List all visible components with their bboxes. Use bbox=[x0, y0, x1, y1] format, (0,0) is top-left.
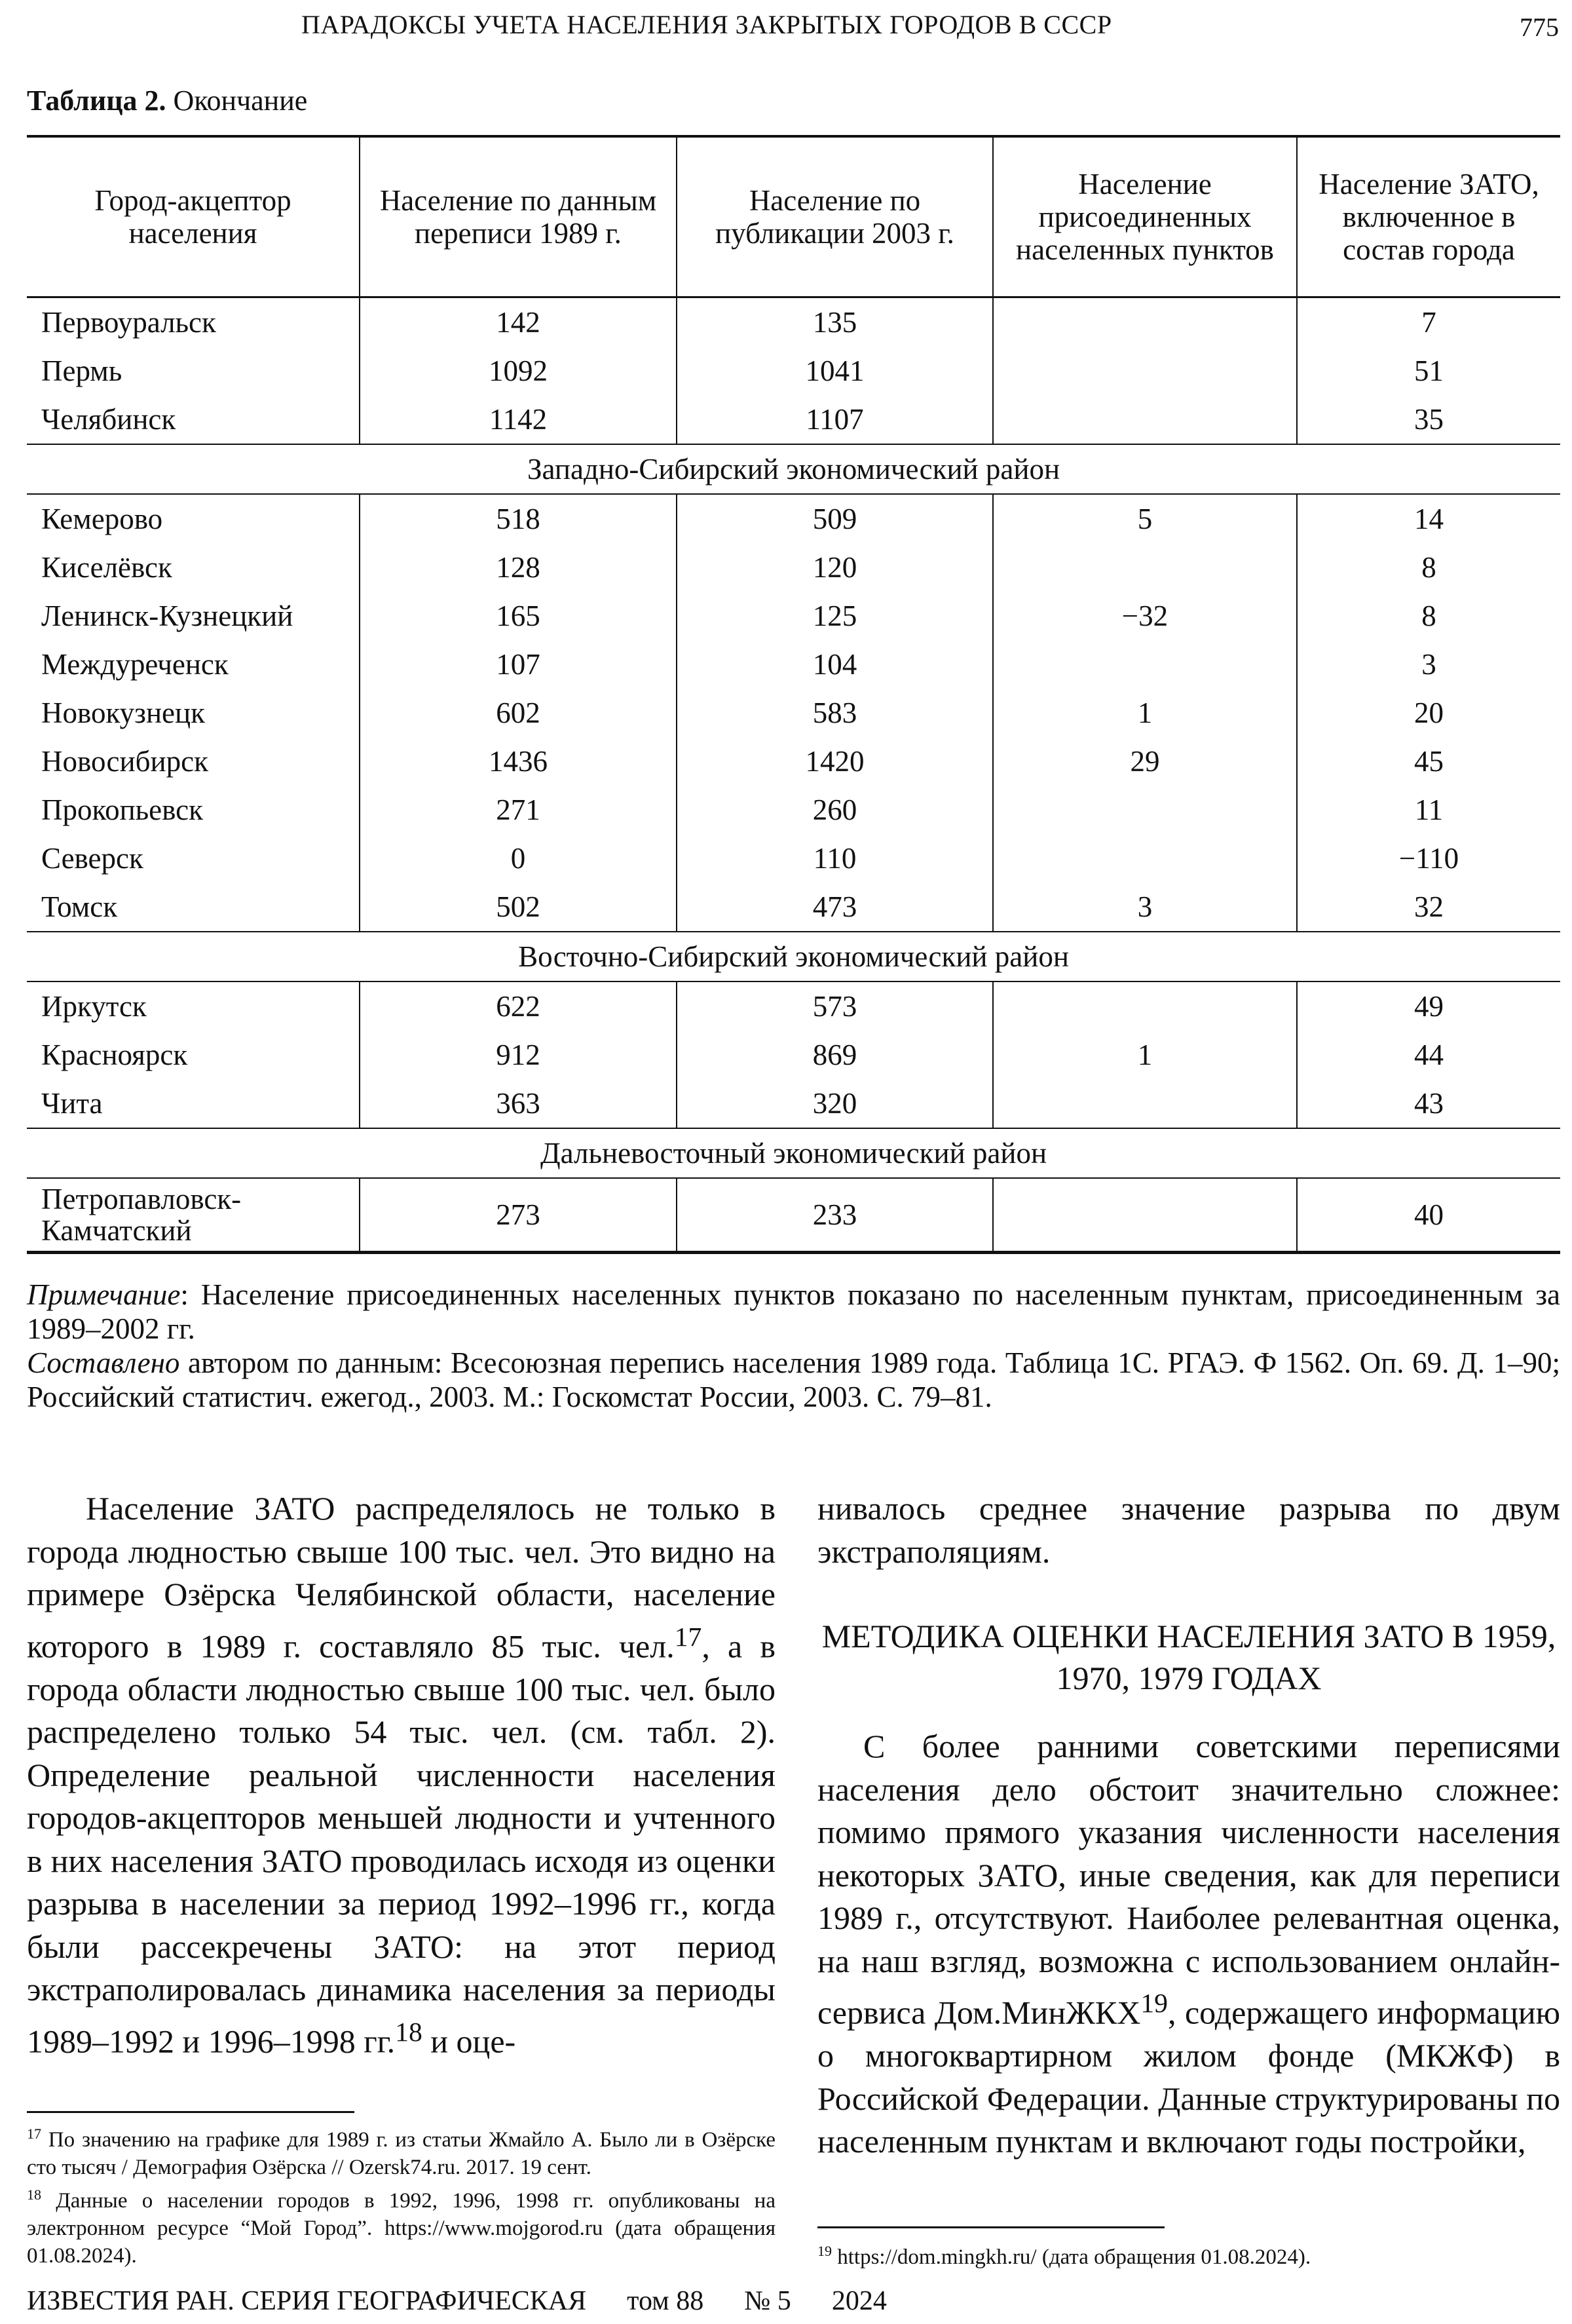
footnote-text[interactable]: https://dom.mingkh.ru/ (дата обращения 01.08.2024). bbox=[832, 2245, 1311, 2269]
note-text: : Население присоединенных населенных пунктов показано по населенным пунктам, присоединенным за 1989–2002 гг. bbox=[27, 1278, 1560, 1345]
section-heading: МЕТОДИКА ОЦЕНКИ НАСЕЛЕНИЯ ЗАТО В 1959, 1970, 1979 ГОДАХ bbox=[821, 1618, 1556, 1696]
column-header: Город-акцептор населения bbox=[27, 136, 360, 297]
footnotes-right bbox=[817, 2238, 1560, 2271]
column-header: Население по данным переписи 1989 г. bbox=[360, 136, 677, 297]
value-cell: 142 bbox=[360, 297, 677, 347]
footnote-divider bbox=[27, 2111, 354, 2113]
body-paragraph-continuation: нивалось среднее значение разрыва по двум экстраполяциям. bbox=[817, 1490, 1560, 1570]
table-row bbox=[27, 689, 1560, 737]
table-row bbox=[27, 347, 1560, 395]
paragraph-text: С более ранними советскими переписями населения дело обстоит значительно сложнее: помимо прямого указания численности населения некоторых ЗАТО, иные сведения, как для переписи 1989 г., отсутствуют. Наиболее релевантная оценка, на наш взгляд, возможна с использованием онлайн-сервиса Дом.МинЖКХ bbox=[817, 1728, 1560, 2031]
value-cell: 14 bbox=[1297, 494, 1560, 543]
footnote-ref-17[interactable]: 17 bbox=[674, 1622, 702, 1652]
value-cell: −110 bbox=[1297, 834, 1560, 883]
value-cell: 1142 bbox=[360, 395, 677, 444]
table-row bbox=[27, 834, 1560, 883]
footnote-19 bbox=[817, 2238, 1560, 2271]
value-cell: −32 bbox=[993, 592, 1297, 640]
table-row bbox=[27, 786, 1560, 834]
value-cell: 518 bbox=[360, 494, 677, 543]
footnote-number: 18 bbox=[27, 2186, 41, 2203]
value-cell: 869 bbox=[677, 1031, 993, 1079]
table-row bbox=[27, 1031, 1560, 1079]
footnotes-left bbox=[27, 2120, 776, 2270]
source-label: Составлено bbox=[27, 1346, 180, 1379]
journal-year: 2024 bbox=[831, 2286, 887, 2316]
table-row bbox=[27, 640, 1560, 689]
region-row bbox=[27, 1128, 1560, 1178]
footnote-number: 19 bbox=[817, 2243, 832, 2259]
city-name-cell: Челябинск bbox=[41, 403, 176, 436]
value-cell: 912 bbox=[360, 1031, 677, 1079]
value-cell: 8 bbox=[1297, 543, 1560, 592]
city-name-cell: Междуреченск bbox=[41, 648, 229, 681]
city-name-cell: Новосибирск bbox=[41, 745, 208, 778]
value-cell: 8 bbox=[1297, 592, 1560, 640]
value-cell: 35 bbox=[1297, 395, 1560, 444]
table-row bbox=[27, 297, 1560, 347]
note-label: Примечание bbox=[27, 1278, 181, 1311]
value-cell: 107 bbox=[360, 640, 677, 689]
value-cell: 0 bbox=[360, 834, 677, 883]
journal-name: ИЗВЕСТИЯ РАН. СЕРИЯ ГЕОГРАФИЧЕСКАЯ bbox=[27, 2286, 587, 2316]
value-cell: 583 bbox=[677, 689, 993, 737]
value-cell: 29 bbox=[993, 737, 1297, 786]
table-caption-text: Окончание bbox=[166, 85, 308, 117]
footnote-ref-19[interactable]: 19 bbox=[1140, 1989, 1168, 2019]
table-row bbox=[27, 592, 1560, 640]
footnote-number: 17 bbox=[27, 2125, 41, 2142]
value-cell: 120 bbox=[677, 543, 993, 592]
region-row bbox=[27, 444, 1560, 494]
page-number: 775 bbox=[1520, 12, 1559, 42]
value-cell: 1436 bbox=[360, 737, 677, 786]
value-cell: 1041 bbox=[677, 347, 993, 395]
right-column bbox=[817, 1487, 1560, 2163]
city-name-cell: Пермь bbox=[41, 354, 122, 387]
table-row bbox=[27, 1079, 1560, 1128]
value-cell bbox=[993, 834, 1297, 883]
value-cell: 45 bbox=[1297, 737, 1560, 786]
footnote-divider bbox=[817, 2226, 1165, 2228]
city-name-cell: Новокузнецк bbox=[41, 696, 205, 729]
value-cell bbox=[993, 1178, 1297, 1253]
value-cell: 1092 bbox=[360, 347, 677, 395]
value-cell bbox=[993, 347, 1297, 395]
table-note bbox=[27, 1278, 1560, 1346]
city-name-cell: Ленинск-Кузнецкий bbox=[41, 600, 293, 632]
table-header-row bbox=[27, 136, 1560, 297]
value-cell bbox=[993, 786, 1297, 834]
table-row bbox=[27, 395, 1560, 444]
page-footer bbox=[27, 2285, 927, 2317]
value-cell: 49 bbox=[1297, 981, 1560, 1031]
region-row bbox=[27, 932, 1560, 981]
value-cell: 43 bbox=[1297, 1079, 1560, 1128]
city-name-cell: Петропавловск-Камчатский bbox=[27, 1178, 360, 1253]
table-source bbox=[27, 1346, 1560, 1414]
value-cell: 573 bbox=[677, 981, 993, 1031]
value-cell: 1107 bbox=[677, 395, 993, 444]
value-cell bbox=[993, 395, 1297, 444]
footnote-17 bbox=[27, 2120, 776, 2181]
column-header: Население ЗАТО, включенное в состав города bbox=[1297, 136, 1560, 297]
table-row bbox=[27, 737, 1560, 786]
value-cell bbox=[993, 981, 1297, 1031]
city-name-cell: Кемерово bbox=[41, 503, 163, 535]
table-row bbox=[27, 543, 1560, 592]
value-cell bbox=[993, 543, 1297, 592]
journal-issue: № 5 bbox=[744, 2286, 791, 2316]
value-cell: 125 bbox=[677, 592, 993, 640]
running-title: ПАРАДОКСЫ УЧЕТА НАСЕЛЕНИЯ ЗАКРЫТЫХ ГОРОДОВ В СССР bbox=[301, 10, 1112, 39]
value-cell bbox=[993, 640, 1297, 689]
city-name-cell: Чита bbox=[41, 1087, 103, 1120]
value-cell bbox=[993, 1079, 1297, 1128]
footnote-ref-18[interactable]: 18 bbox=[395, 2017, 422, 2048]
paragraph-text: , содержащего информацию о многоквартирном жилом фонде (МКЖФ) в Российской Федерации. Данные структурированы по населенным пунктам и включают годы постройки, bbox=[817, 1994, 1560, 2160]
city-name-cell: Первоуральск bbox=[41, 306, 216, 339]
value-cell: 233 bbox=[677, 1178, 993, 1253]
body-paragraph bbox=[817, 1725, 1560, 2163]
value-cell: 165 bbox=[360, 592, 677, 640]
region-label: Восточно-Сибирский экономический район bbox=[27, 932, 1560, 981]
value-cell: 20 bbox=[1297, 689, 1560, 737]
value-cell: 260 bbox=[677, 786, 993, 834]
column-header: Население по публикации 2003 г. bbox=[677, 136, 993, 297]
paragraph-text: , а в города области людностью свыше 100 тыс. чел. было распределено только 54 тыс. чел. (см. табл. 2). Определение реальной численности населения городов-акцепторов меньшей людности и учтенного в них населения ЗАТО проводилась исходя из оценки разрыва в населении за период 1992–1996 гг., когда были рассекречены ЗАТО: на этот период экстраполировалась динамика населения за периоды 1989–1992 и 1996–1998 гг. bbox=[27, 1628, 776, 2060]
paragraph-text: Население ЗАТО распределялось не только в города людностью свыше 100 тыс. чел. Это видно на примере Озёрска Челябинской области, население которого в 1989 г. составляло 85 тыс. чел. bbox=[27, 1490, 776, 1665]
value-cell: 1420 bbox=[677, 737, 993, 786]
value-cell: 11 bbox=[1297, 786, 1560, 834]
value-cell: 51 bbox=[1297, 347, 1560, 395]
city-name-cell: Прокопьевск bbox=[41, 793, 203, 826]
value-cell: 363 bbox=[360, 1079, 677, 1128]
value-cell: 110 bbox=[677, 834, 993, 883]
table-caption bbox=[27, 84, 307, 117]
value-cell: 273 bbox=[360, 1178, 677, 1253]
value-cell: 271 bbox=[360, 786, 677, 834]
value-cell: 622 bbox=[360, 981, 677, 1031]
value-cell: 602 bbox=[360, 689, 677, 737]
region-label: Дальневосточный экономический район bbox=[27, 1128, 1560, 1178]
value-cell: 32 bbox=[1297, 883, 1560, 932]
city-name-cell: Томск bbox=[41, 890, 118, 923]
value-cell: 5 bbox=[993, 494, 1297, 543]
value-cell bbox=[993, 297, 1297, 347]
footnote-text: По значению на графике для 1989 г. из статьи Жмайло А. Было ли в Озёрске сто тысяч / Демография Озёрска // Ozersk74.ru. 2017. 19 сент. bbox=[27, 2128, 776, 2179]
value-cell: 128 bbox=[360, 543, 677, 592]
journal-volume: том 88 bbox=[627, 2286, 704, 2316]
column-header: Население присоединенных населенных пунктов bbox=[993, 136, 1297, 297]
value-cell: 502 bbox=[360, 883, 677, 932]
value-cell: 3 bbox=[1297, 640, 1560, 689]
value-cell: 1 bbox=[993, 1031, 1297, 1079]
value-cell: 1 bbox=[993, 689, 1297, 737]
paragraph-text: и оце- bbox=[422, 2023, 516, 2060]
running-head bbox=[0, 9, 1572, 48]
city-name-cell: Киселёвск bbox=[41, 551, 172, 584]
table-row bbox=[27, 981, 1560, 1031]
value-cell: 40 bbox=[1297, 1178, 1560, 1253]
left-column bbox=[27, 1487, 776, 2063]
table-row bbox=[27, 494, 1560, 543]
population-table bbox=[27, 135, 1560, 1254]
value-cell: 509 bbox=[677, 494, 993, 543]
value-cell: 7 bbox=[1297, 297, 1560, 347]
footnote-text: Данные о населении городов в 1992, 1996, 1998 гг. опубликованы на электронном ресурсе “Мой Город”. https://www.mojgorod.ru (дата обращения 01.08.2024). bbox=[27, 2189, 776, 2268]
table-caption-label: Таблица 2. bbox=[27, 85, 166, 117]
region-label: Западно-Сибирский экономический район bbox=[27, 444, 1560, 494]
source-text: автором по данным: Всесоюзная перепись населения 1989 года. Таблица 1С. РГАЭ. Ф 1562. Оп. 69. Д. 1–90; Российский статистич. ежегод., 2003. М.: Госкомстат России, 2003. С. 79–81. bbox=[27, 1346, 1560, 1413]
table-notes bbox=[27, 1278, 1560, 1414]
value-cell: 44 bbox=[1297, 1031, 1560, 1079]
city-name-cell: Иркутск bbox=[41, 990, 147, 1023]
footnote-18 bbox=[27, 2181, 776, 2270]
body-paragraph bbox=[27, 1487, 776, 2063]
city-name-cell: Красноярск bbox=[41, 1038, 188, 1071]
value-cell: 104 bbox=[677, 640, 993, 689]
city-name-cell: Северск bbox=[41, 842, 143, 875]
table-row bbox=[27, 1178, 1560, 1253]
value-cell: 135 bbox=[677, 297, 993, 347]
table-row bbox=[27, 883, 1560, 932]
value-cell: 3 bbox=[993, 883, 1297, 932]
value-cell: 473 bbox=[677, 883, 993, 932]
value-cell: 320 bbox=[677, 1079, 993, 1128]
